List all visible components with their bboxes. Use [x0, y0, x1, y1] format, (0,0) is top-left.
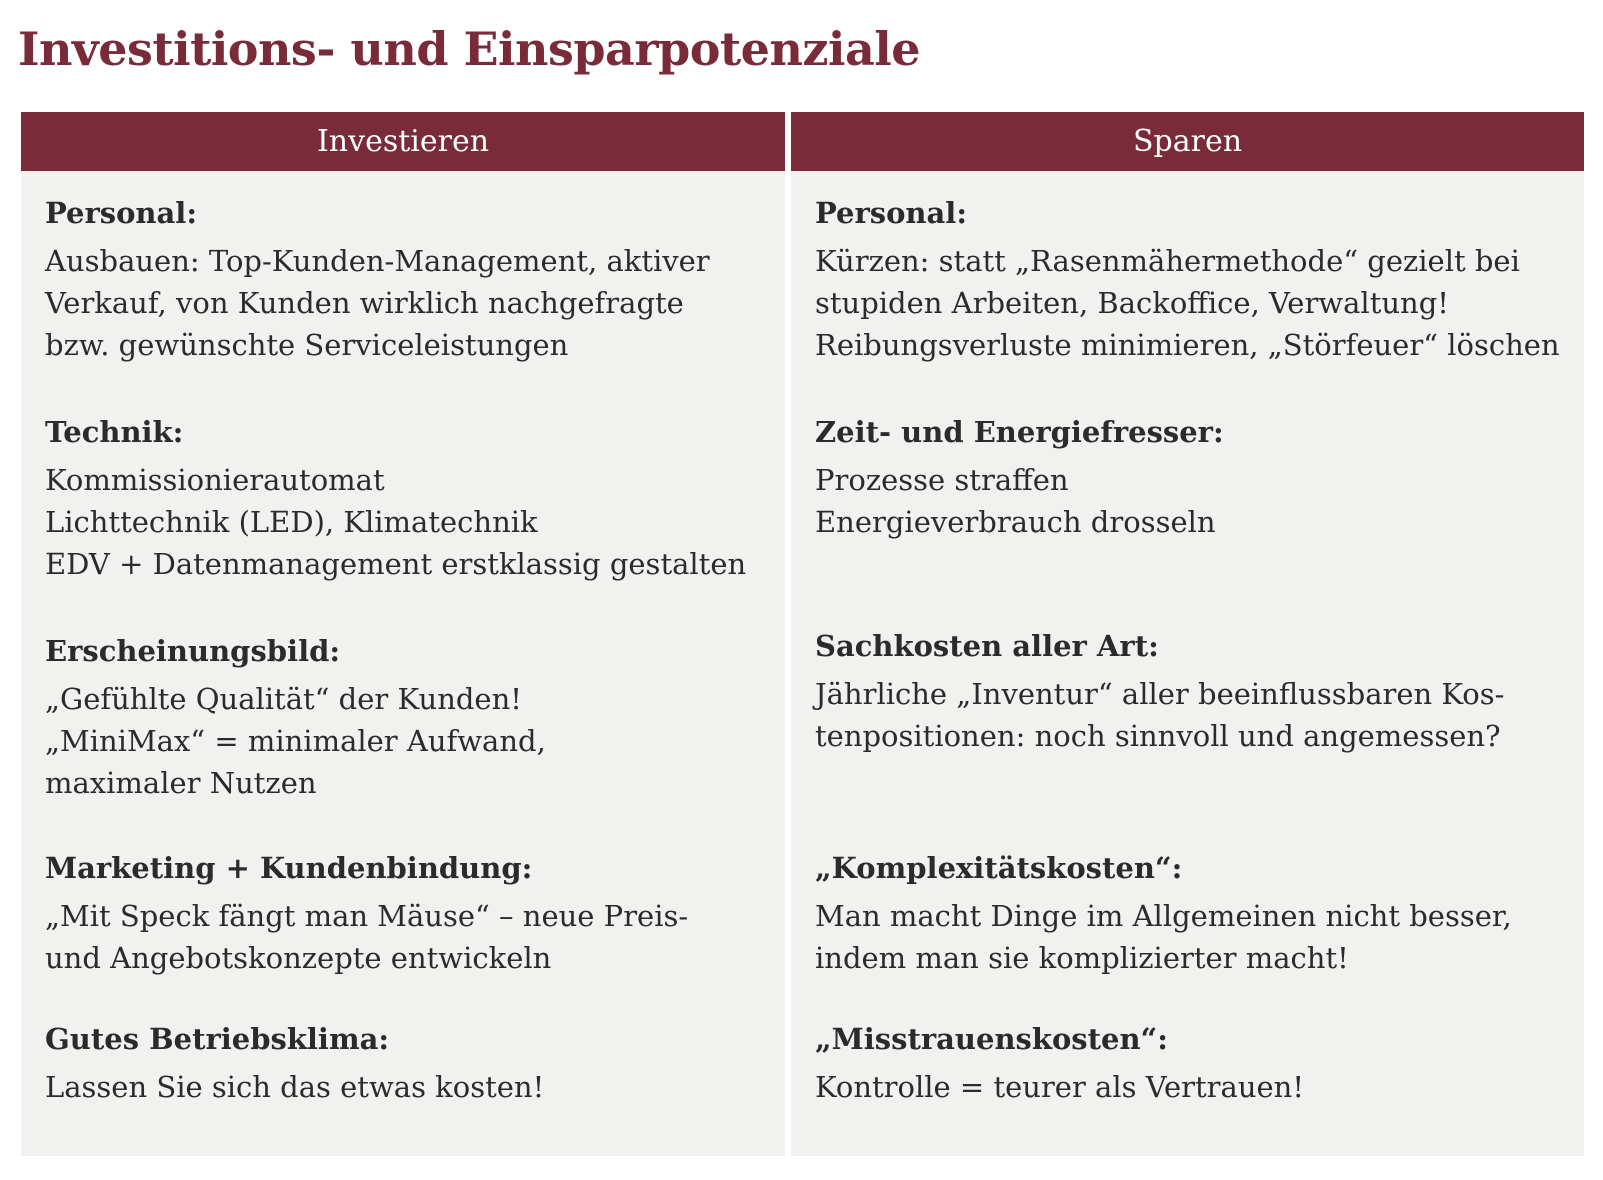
section-line: stupiden Arbeiten, Backoffice, Verwaltung!: [815, 286, 1449, 320]
section-line: „MiniMax“ = minimaler Aufwand,: [45, 724, 546, 758]
section-title: Personal:: [815, 196, 968, 230]
section-line: bzw. gewünschte Serviceleistungen: [45, 328, 569, 362]
section-line: Jährliche „Inventur“ aller beeinflussbaren Kos-: [815, 677, 1505, 711]
section-spar-sachkosten: [815, 625, 1574, 757]
section-spar-komplexitaet: [815, 847, 1574, 979]
section-line: Kontrolle = teurer als Vertrauen!: [815, 1070, 1304, 1104]
section-title: „Misstrauenskosten“:: [815, 1022, 1168, 1056]
section-invest-personal: [45, 192, 775, 366]
column-investieren: [21, 112, 785, 1156]
section-title: Erscheinungsbild:: [45, 634, 341, 668]
section-invest-technik: [45, 411, 775, 585]
section-spar-personal: [815, 192, 1574, 366]
section-line: Energieverbrauch drosseln: [815, 505, 1216, 539]
section-invest-betriebsklima: [45, 1018, 775, 1108]
section-line: tenpositionen: noch sinnvoll und angemessen?: [815, 719, 1501, 753]
section-line: Man macht Dinge im Allgemeinen nicht besser,: [815, 899, 1512, 933]
section-title: „Komplexitätskosten“:: [815, 851, 1183, 885]
column-header-sparen: Sparen: [791, 112, 1584, 171]
section-invest-erscheinungsbild: [45, 630, 775, 804]
section-line: EDV + Datenmanagement erstklassig gestalten: [45, 547, 747, 581]
section-line: Kürzen: statt „Rasenmähermethode“ gezielt bei: [815, 244, 1520, 278]
section-title: Marketing + Kundenbindung:: [45, 851, 533, 885]
section-invest-marketing: [45, 847, 775, 979]
section-line: Kommissionierautomat: [45, 463, 385, 497]
section-line: Reibungsverluste minimieren, „Störfeuer“ löschen: [815, 328, 1560, 362]
section-spar-misstrauen: [815, 1018, 1574, 1108]
section-line: „Gefühlte Qualität“ der Kunden!: [45, 682, 522, 716]
section-line: Ausbauen: Top-Kunden-Management, aktiver: [45, 244, 710, 278]
section-line: „Mit Speck fängt man Mäuse“ – neue Preis-: [45, 899, 689, 933]
column-header-investieren: Investieren: [21, 112, 785, 171]
section-title: Personal:: [45, 196, 198, 230]
section-line: Prozesse straffen: [815, 463, 1069, 497]
column-sparen: [791, 112, 1584, 1156]
section-line: indem man sie komplizierter macht!: [815, 941, 1349, 975]
page-title: Investitions- und Einsparpotenziale: [18, 22, 921, 76]
section-title: Gutes Betriebsklima:: [45, 1022, 390, 1056]
section-title: Technik:: [45, 415, 184, 449]
section-title: Zeit- und Energiefresser:: [815, 415, 1224, 449]
section-title: Sachkosten aller Art:: [815, 629, 1159, 663]
section-line: und Angebotskonzepte entwickeln: [45, 941, 552, 975]
section-line: Verkauf, von Kunden wirklich nachgefragte: [45, 286, 684, 320]
section-line: maximaler Nutzen: [45, 766, 317, 800]
section-line: Lichttechnik (LED), Klimatechnik: [45, 505, 538, 539]
section-line: Lassen Sie sich das etwas kosten!: [45, 1070, 545, 1104]
section-spar-zeit-energie: [815, 411, 1574, 543]
